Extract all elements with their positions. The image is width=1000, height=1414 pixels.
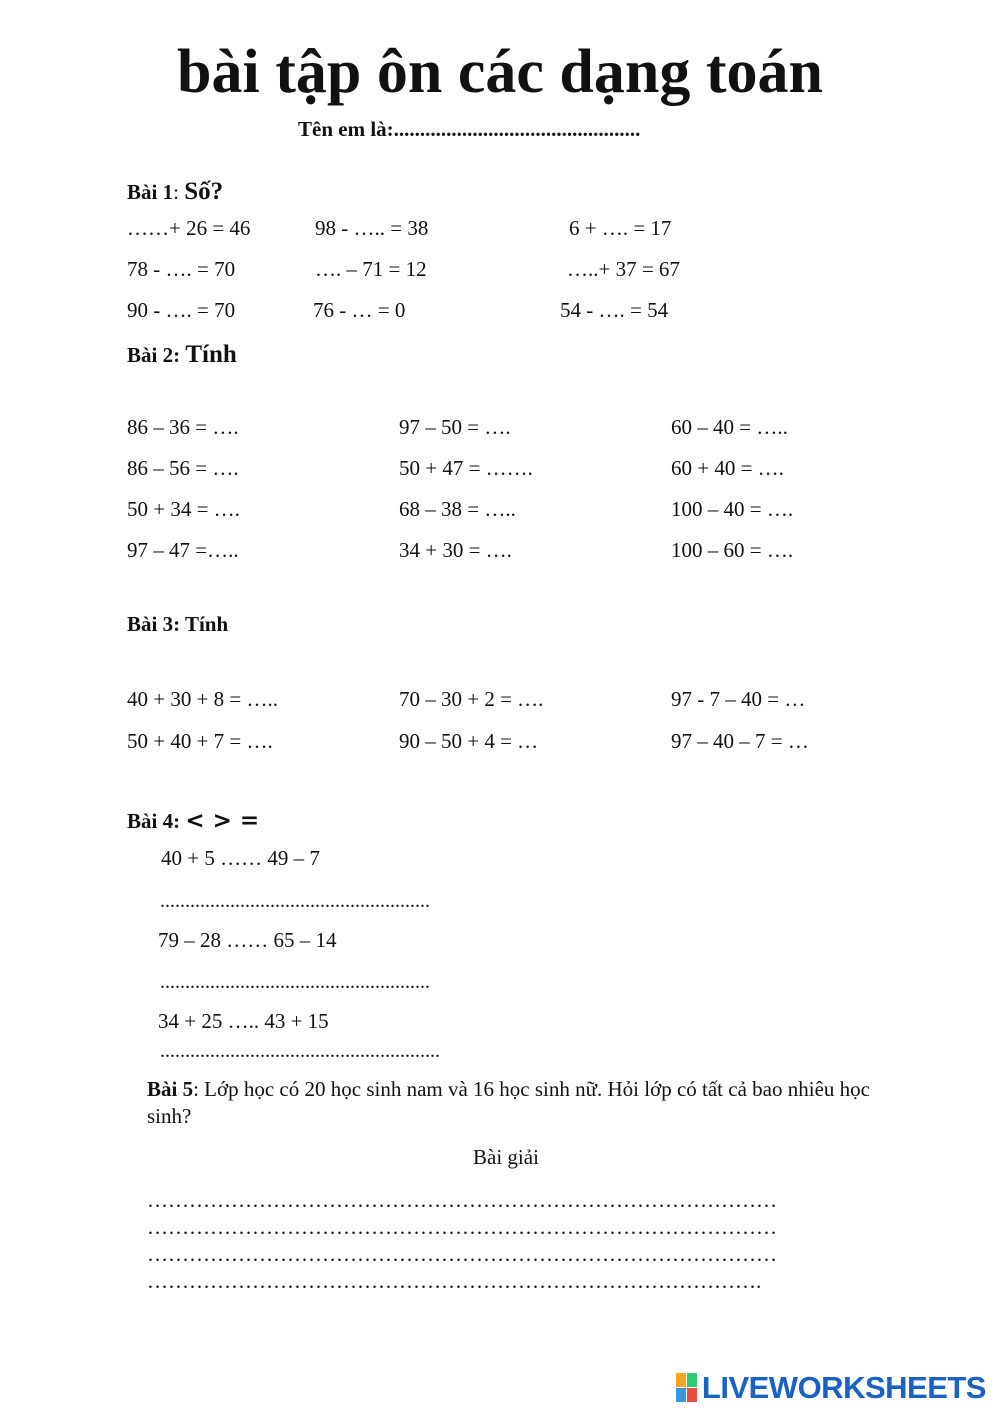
bai4-label: Bài 4: [127, 809, 181, 833]
bai3-r0-c2: 97 - 7 – 40 = … [671, 687, 806, 711]
liveworksheets-logo-text: LIVEWORKSHEETS [701, 1370, 986, 1405]
bai2-label: Bài 2: [127, 343, 181, 367]
bai2-r0-c2: 60 – 40 = ….. [671, 415, 788, 439]
bai1-r1-c0: 78 - …. = 70 [127, 257, 236, 281]
bai4-expr-1: 40 + 5 …… 49 – 7 [161, 846, 320, 870]
bai2-r1-c1: 50 + 47 = ……. [399, 456, 533, 480]
bai1-instruction: Số? [184, 178, 224, 205]
bai5-answer-line-2[interactable]: ……………………………………………………………………………… [147, 1215, 777, 1239]
bai4-answer-1[interactable]: ...................................................... [160, 890, 430, 912]
bai1-colon: : [173, 180, 179, 204]
bai2-r2-c2: 100 – 40 = …. [671, 497, 794, 521]
bai1-r2-c1: 76 - … = 0 [313, 298, 406, 322]
bai3-heading: Bài 3: Tính [127, 612, 229, 636]
bai5-answer-line-3[interactable]: ……………………………………………………………………………… [147, 1242, 777, 1266]
bai4-answer-2[interactable]: ...................................................... [160, 971, 430, 993]
bai3-r1-c0: 50 + 40 + 7 = …. [127, 729, 273, 753]
bai4-expr-2: 79 – 28 …… 65 – 14 [158, 928, 337, 952]
bai2-r2-c1: 68 – 38 = ….. [399, 497, 516, 521]
bai3-r1-c2: 97 – 40 – 7 = … [671, 729, 809, 753]
bai1-r0-c2: 6 + …. = 17 [569, 216, 672, 240]
bai2-r0-c1: 97 – 50 = …. [399, 415, 511, 439]
bai1-r0-c0: ……+ 26 = 46 [127, 216, 251, 240]
page-title: bài tập ôn các dạng toán [177, 38, 823, 106]
bai5-answer-line-4[interactable]: ……………………………………………………………………………. [147, 1269, 762, 1293]
bai1-r0-c1: 98 - ….. = 38 [315, 216, 429, 240]
bai1-heading [127, 178, 223, 206]
bai2-r1-c0: 86 – 56 = …. [127, 456, 239, 480]
bai2-r3-c2: 100 – 60 = …. [671, 538, 794, 562]
bai4-symbols: < > = [185, 808, 260, 834]
bai2-r3-c1: 34 + 30 = …. [399, 538, 512, 562]
liveworksheets-logo-icon [676, 1373, 698, 1403]
bai1-r2-c0: 90 - …. = 70 [127, 298, 236, 322]
bai5-text: : Lớp học có 20 học sinh nam và 16 học sinh nữ. Hỏi lớp có tất cả bao nhiêu học sinh? [147, 1077, 870, 1128]
bai4-heading [127, 808, 259, 834]
bai1-r2-c2: 54 - …. = 54 [560, 298, 669, 322]
liveworksheets-logo [676, 1370, 986, 1406]
bai2-r0-c0: 86 – 36 = …. [127, 415, 239, 439]
bai5-problem [147, 1076, 887, 1130]
bai1-r1-c2: …..+ 37 = 67 [567, 257, 680, 281]
bai2-instruction: Tính [185, 341, 237, 368]
bai3-r0-c1: 70 – 30 + 2 = …. [399, 687, 544, 711]
bai3-r1-c1: 90 – 50 + 4 = … [399, 729, 539, 753]
student-name-line: Tên em là:............................................... [298, 117, 641, 141]
bai5-answer-line-1[interactable]: ……………………………………………………………………………… [147, 1188, 777, 1212]
bai4-expr-3: 34 + 25 ….. 43 + 15 [158, 1009, 329, 1033]
bai1-r1-c1: …. – 71 = 12 [315, 257, 427, 281]
bai2-r1-c2: 60 + 40 = …. [671, 456, 784, 480]
bai1-label: Bài 1 [127, 180, 174, 204]
bai2-r2-c0: 50 + 34 = …. [127, 497, 240, 521]
bai2-r3-c0: 97 – 47 =….. [127, 538, 239, 562]
bai3-r0-c0: 40 + 30 + 8 = ….. [127, 687, 279, 711]
bai5-label: Bài 5 [147, 1077, 194, 1101]
bai4-answer-3[interactable]: ........................................................ [160, 1040, 440, 1062]
bai5-solution-label: Bài giải [473, 1145, 539, 1169]
bai2-heading [127, 341, 237, 369]
